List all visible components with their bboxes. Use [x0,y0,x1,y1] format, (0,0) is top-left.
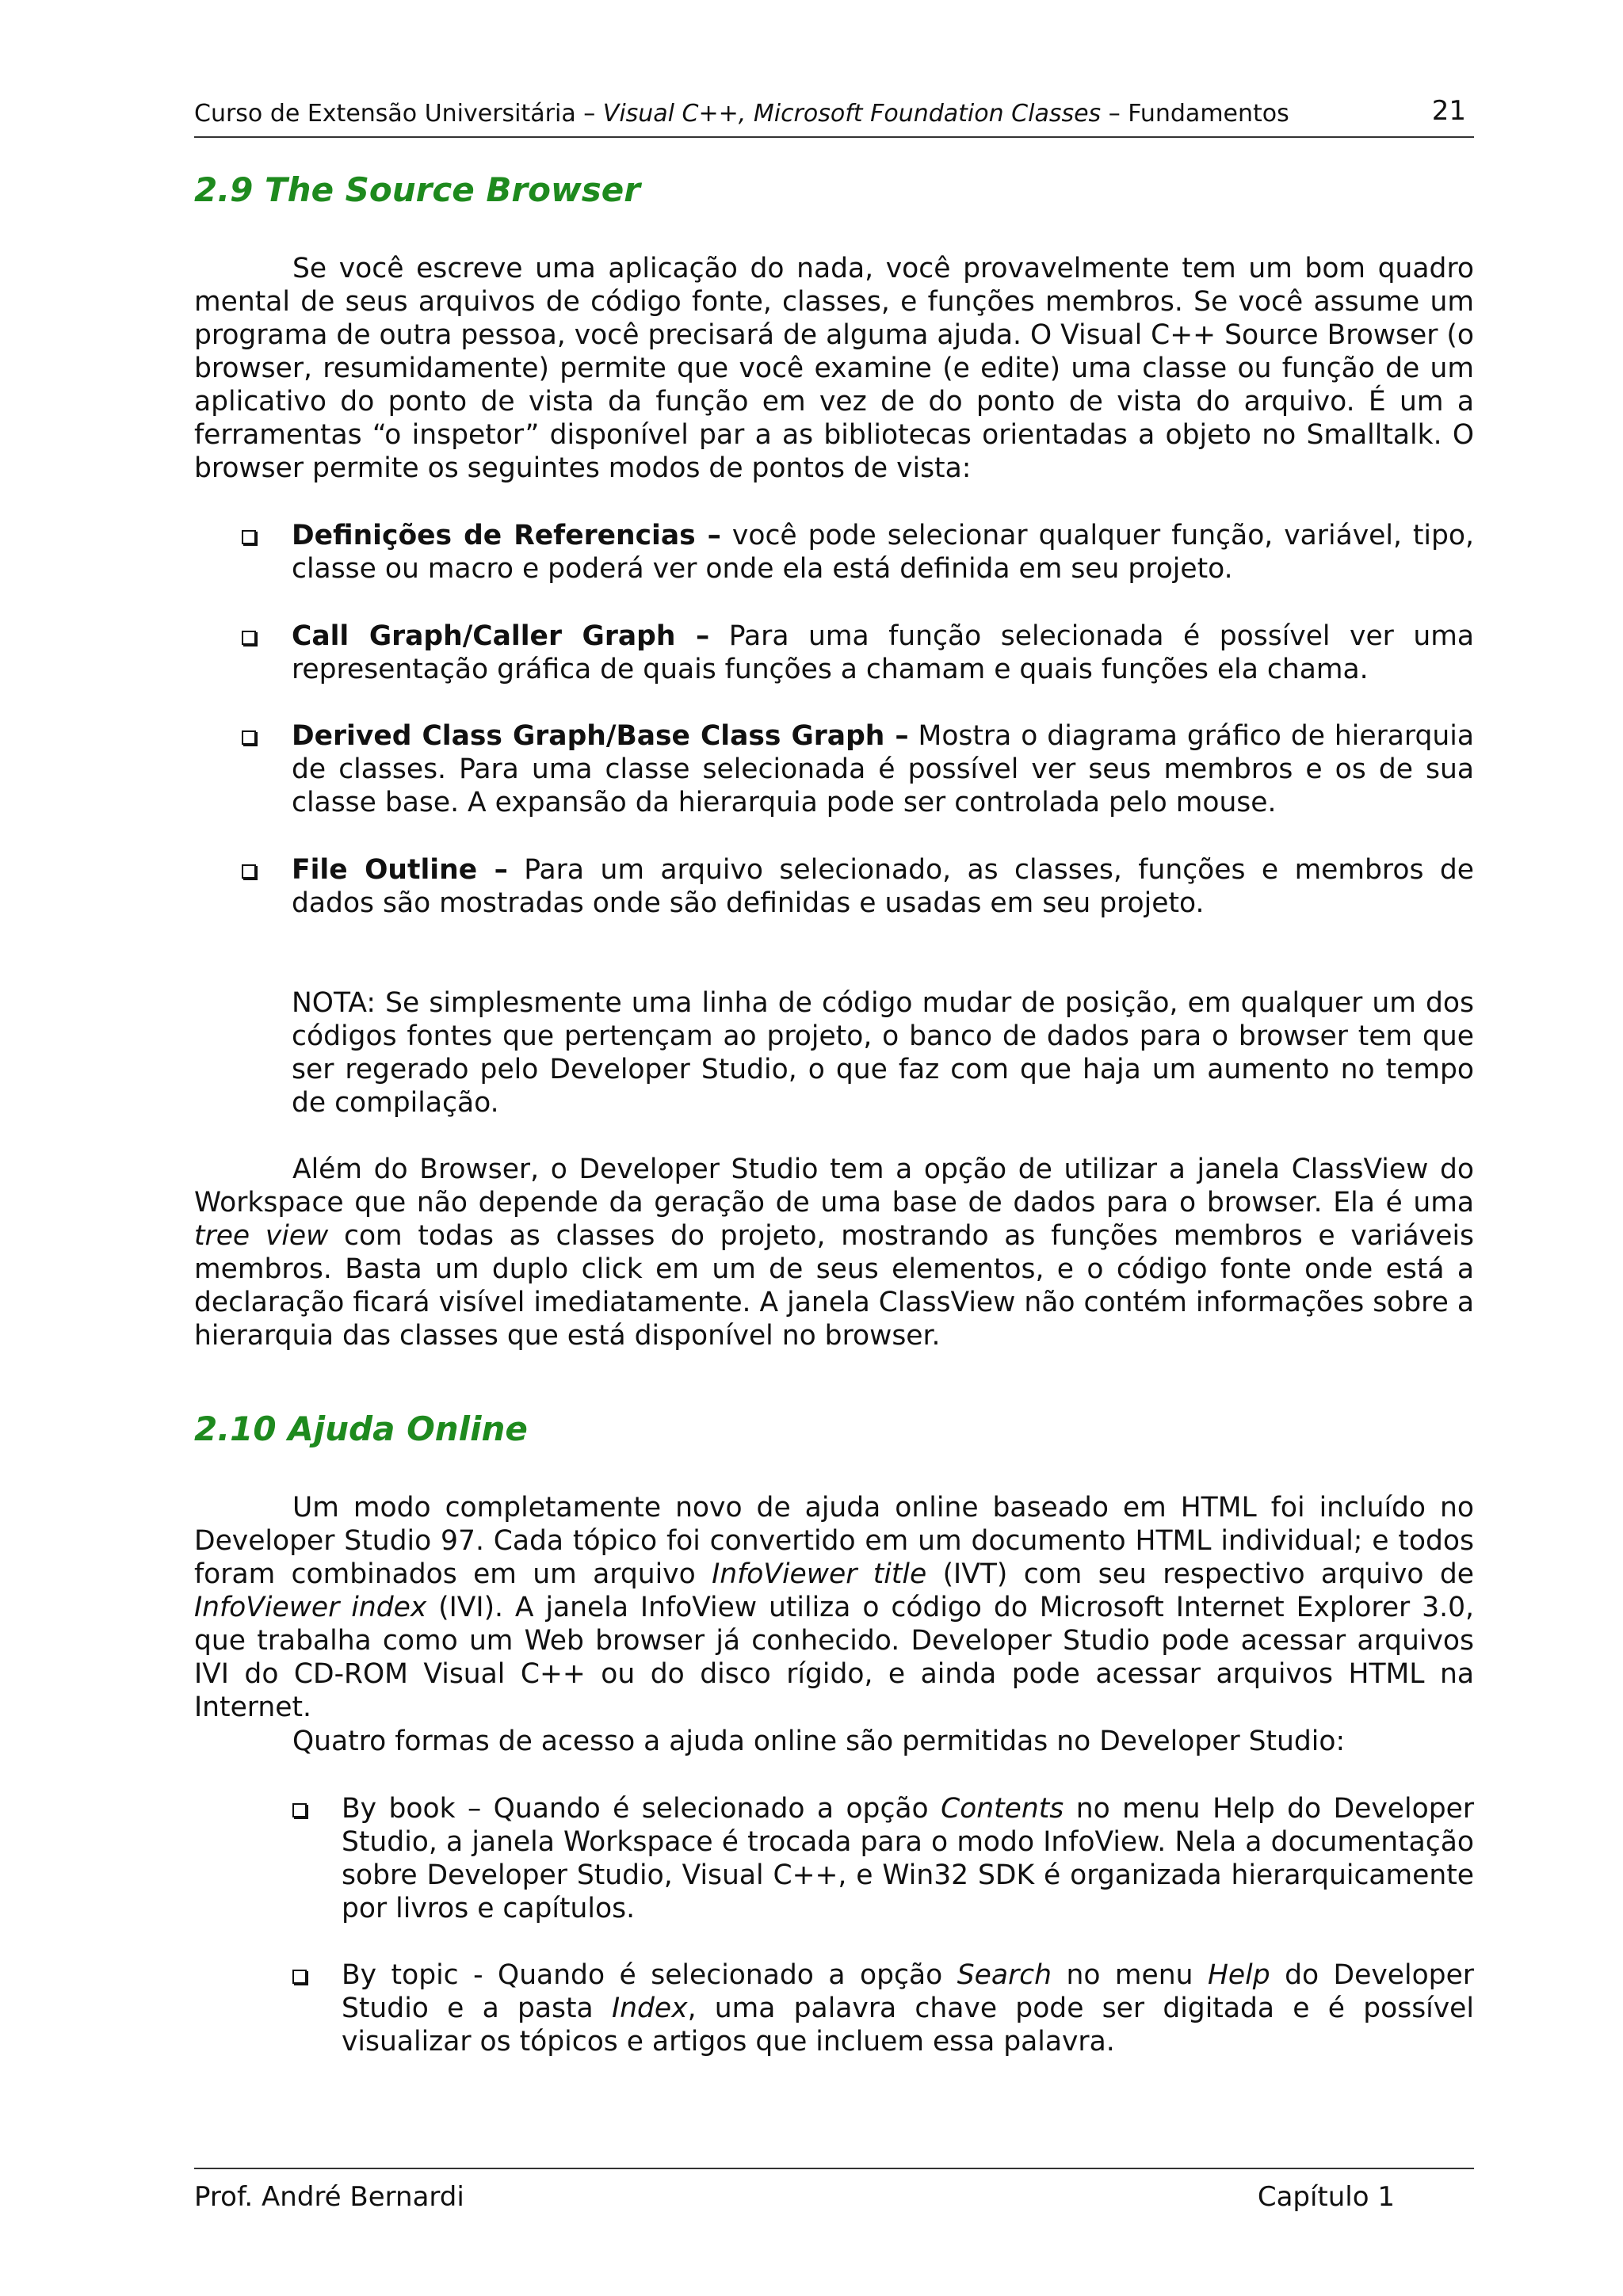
paragraph-intro: Se você escreve uma aplicação do nada, você provavelmente tem um bom quadro mental de seus arquivos de código fonte, classes, e funções membros. Se você assume um programa de outra pessoa, você precisará de alguma ajuda. O Visual C++ Source Browser (o browser, resumidamente) permite que você examine (e edite) uma classe ou função de um aplicativo do ponto de vista da função em vez de do ponto de vista do arquivo. É um a ferramentas “o inspetor” disponível par a as bibliotecas orientadas a objeto no Smalltalk. O browser permite os seguintes modos de pontos de vista: [194,253,1474,484]
paragraph-classview: Além do Browser, o Developer Studio tem a opção de utilizar a janela ClassView do Workspace que não depende da geração de uma base de dados para o browser. Ela é uma tree view com todas as classes do projeto, mostrando as funções membros e variáveis membros. Basta um duplo click em um de seus elementos, e o código fonte onde está a declaração ficará visível imediatamente. A janela ClassView não contém informações sobre a hierarquia das classes que está disponível no browser. [194,1154,1475,1352]
list-item-call-graph: Call Graph/Caller Graph – Para uma função selecionada é possível ver uma representação gráfica de quais funções a chamam e quais funções ela chama. [292,620,1474,685]
list-item-by-book: By book – Quando é selecionado a opção Contents no menu Help do Developer Studio, a janela Workspace é trocada para o modo InfoView. Nela a documentação sobre Developer Studio, Visual C++, e Win32 SDK é organizada hierarquicamente por livros e capítulos. [342,1793,1475,1924]
bullet-marker [292,1792,310,1825]
bullet-marker [242,620,259,653]
paragraph-quatro-formas: Quatro formas de acesso a ajuda online são permitidas no Developer Studio: [292,1726,1346,1757]
section-title-source-browser: 2.9 The Source Browser [194,170,640,209]
header-course-title: Curso de Extensão Universitária – Visual C++, Microsoft Foundation Classes – Fundamentos [194,100,1289,128]
section-title-ajuda-online: 2.10 Ajuda Online [194,1409,528,1448]
list-item-definicoes: Definições de Referencias – você pode selecionar qualquer função, variável, tipo, classe ou macro e poderá ver onde ela está definida em seu projeto. [292,520,1474,585]
list-item-file-outline: File Outline – Para um arquivo selecionado, as classes, funções e membros de dados são mostradas onde são definidas e usadas em seu projeto. [292,854,1474,919]
bullet-marker [242,719,259,753]
list-item-by-topic: By topic - Quando é selecionado a opção Search no menu Help do Developer Studio e a pasta Index, uma palavra chave pode ser digitada e é possível visualizar os tópicos e artigos que incluem essa palavra. [342,1959,1474,2058]
note-paragraph: NOTA: Se simplesmente uma linha de código mudar de posição, em qualquer um dos códigos fontes que pertençam ao projeto, o banco de dados para o browser tem que ser regerado pelo Developer Studio, o que faz com que haja um aumento no tempo de compilação. [292,987,1474,1119]
footer-chapter: Capítulo 1 [1257,2181,1395,2213]
bullet-marker [242,853,259,887]
page-footer [194,2168,1474,2217]
footer-author: Prof. André Bernardi [194,2181,464,2213]
paragraph-ajuda-intro: Um modo completamente novo de ajuda online baseado em HTML foi incluído no Developer Studio 97. Cada tópico foi convertido em um documento HTML individual; e todos foram combinados em um arquivo InfoViewer title (IVT) com seu respectivo arquivo de InfoViewer index (IVI). A janela InfoView utiliza o código do Microsoft Internet Explorer 3.0, que trabalha como um Web browser já conhecido. Developer Studio pode acessar arquivos IVI do CD-ROM Visual C++ ou do disco rígido, e ainda pode acessar arquivos HTML na Internet. [194,1492,1474,1723]
bullet-marker [292,1958,310,1992]
list-item-derived-class-graph: Derived Class Graph/Base Class Graph – Mostra o diagrama gráfico de hierarquia de classes. Para uma classe selecionada é possível ver seus membros e os de sua classe base. A expansão da hierarquia pode ser controlada pelo mouse. [292,720,1475,818]
bullet-marker [242,519,259,552]
page-header [194,95,1474,138]
page-number: 21 [1431,95,1466,127]
